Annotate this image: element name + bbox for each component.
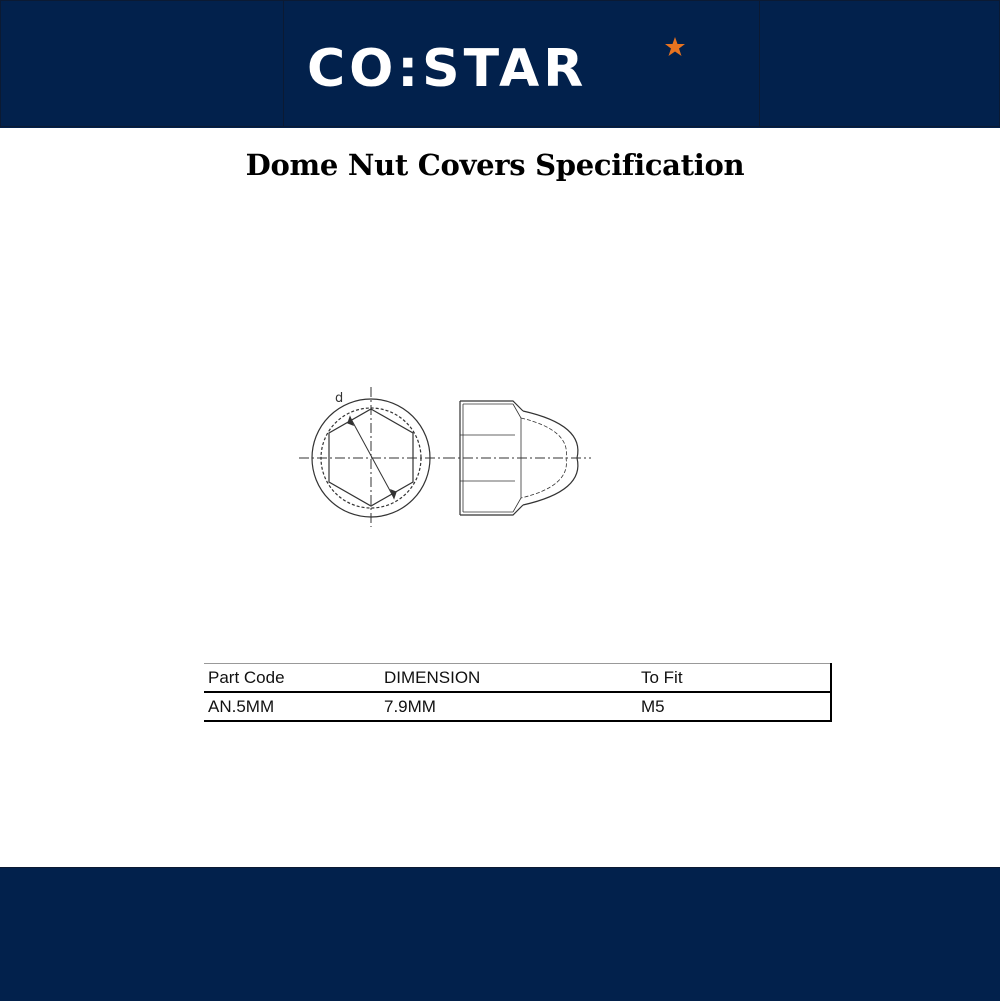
spec-table (204, 663, 832, 722)
dome-nut-drawing (295, 385, 595, 530)
cell-dimension: 7.9MM (384, 697, 436, 716)
header-part-code: Part Code (208, 668, 285, 687)
header-panel-right (759, 0, 1000, 127)
logo-text: CO:STAR (307, 39, 588, 95)
dimension-label: d (335, 391, 344, 406)
header-to-fit: To Fit (637, 664, 831, 693)
cell-to-fit: M5 (637, 692, 831, 721)
header-dimension: DIMENSION (384, 668, 481, 687)
header-panel-left (0, 0, 284, 127)
footer-band (0, 867, 1000, 1001)
table-header-row (204, 664, 831, 693)
page-title: Dome Nut Covers Specification (245, 148, 745, 182)
cell-part-code: AN.5MM (208, 697, 275, 716)
costar-logo (305, 35, 695, 95)
star-icon (665, 37, 685, 56)
table-row (204, 692, 831, 721)
